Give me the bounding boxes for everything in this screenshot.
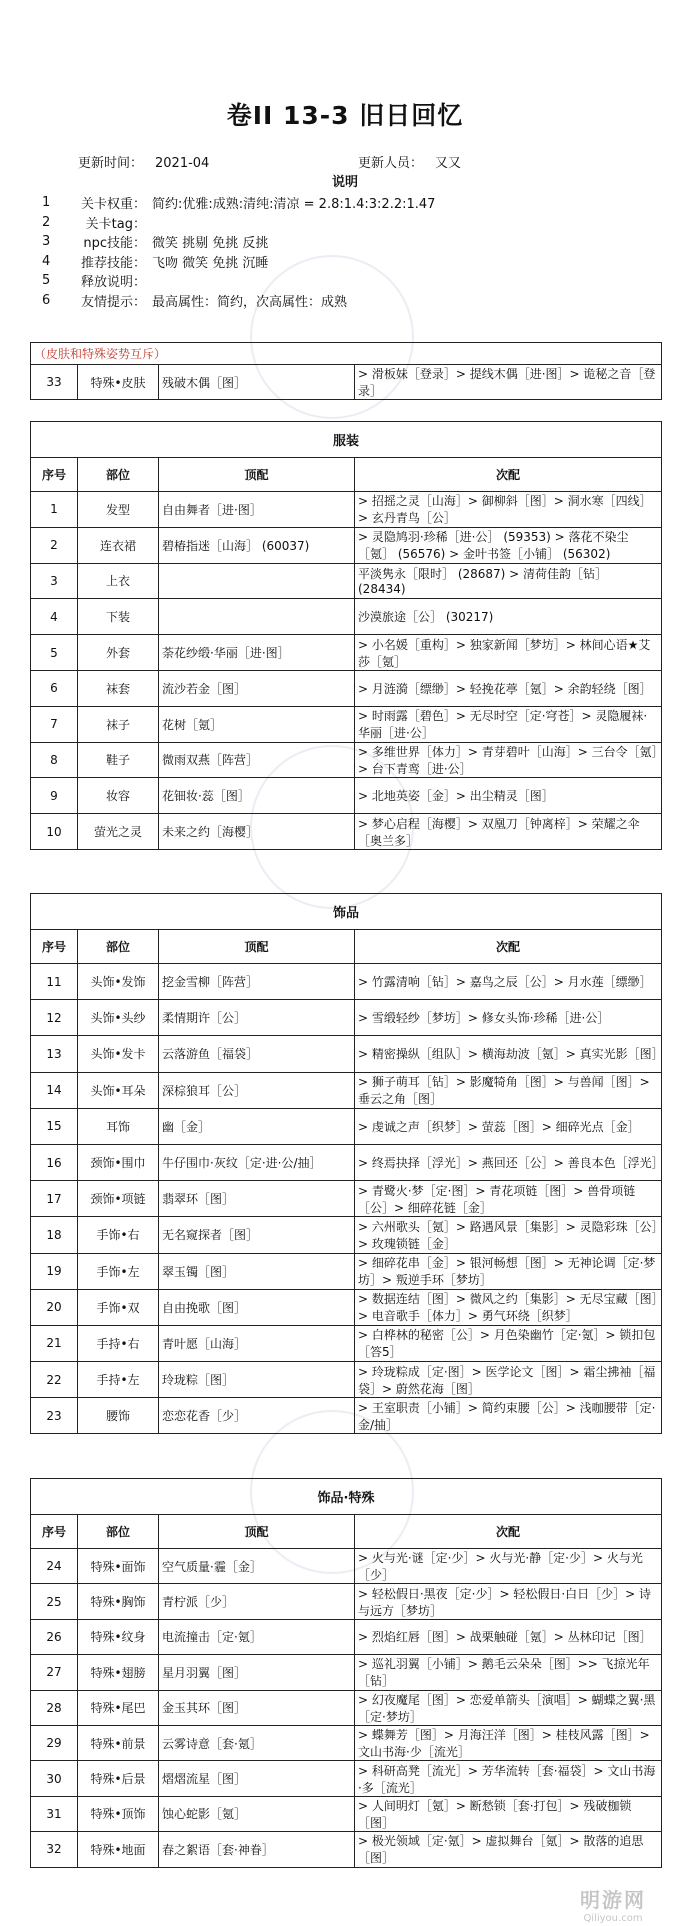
table-row [31, 1398, 662, 1434]
note-item [42, 232, 435, 252]
row-top-item: 微雨双燕［阵营］ [159, 742, 355, 778]
table-row [31, 1549, 662, 1584]
row-top-item: 流沙若金［图］ [159, 670, 355, 706]
table-row [31, 1217, 662, 1253]
notes-title: 说明 [331, 175, 358, 190]
site-url: Qiliyou.com [583, 1913, 643, 1924]
row-sub-items: > 烈焰红唇［图］> 战栗触碰［氪］> 丛林印记［图］ [355, 1619, 662, 1654]
row-top-item: 荼花纱缎·华丽［进·图］ [159, 635, 355, 671]
row-sub-items: > 灵隐鸠羽·珍稀［进·公］ (59353) > 落花不染尘［氪］ (56576) > 金叶书签［小铺］ (56302) [355, 527, 662, 563]
header-sub: 次配 [355, 1515, 662, 1549]
header-part: 部位 [78, 458, 159, 492]
row-part: 手饰•右 [78, 1217, 159, 1253]
header-no: 序号 [31, 1515, 78, 1549]
row-part: 发型 [78, 492, 159, 528]
notes-list [42, 193, 435, 310]
row-sub-items: > 极光领域［定·氪］> 虚拟舞台［氪］> 散落的追思［图］ [355, 1832, 662, 1867]
header-part: 部位 [78, 930, 159, 964]
row-number: 15 [31, 1108, 78, 1144]
row-top-item: 未来之约［海樱］ [159, 814, 355, 850]
row-part: 颈饰•围巾 [78, 1144, 159, 1180]
row-part: 手饰•双 [78, 1289, 159, 1325]
row-top-item: 星月羽翼［图］ [159, 1655, 355, 1690]
row-part: 袜子 [78, 706, 159, 742]
row-part: 鞋子 [78, 742, 159, 778]
row-number: 18 [31, 1217, 78, 1253]
note-item [42, 252, 435, 272]
table-row [31, 1144, 662, 1180]
row-part: 特殊•纹身 [78, 1619, 159, 1654]
row-number: 14 [31, 1072, 78, 1108]
row-number: 27 [31, 1655, 78, 1690]
table-row [31, 1108, 662, 1144]
row-sub-items: > 竹露清响［钻］> 嘉鸟之辰［公］> 月水莲［缥缈］ [355, 964, 662, 1000]
row-number: 30 [31, 1761, 78, 1796]
table-row [31, 563, 662, 599]
accessories-table [30, 893, 662, 1434]
row-number: 12 [31, 1000, 78, 1036]
row-top-item: 恋恋花香［少］ [159, 1398, 355, 1434]
row-sub-items: > 白桦林的秘密［公］> 月色染幽竹［定·氪］> 锁扣包［答5］ [355, 1325, 662, 1361]
row-number: 21 [31, 1325, 78, 1361]
row-top-item: 碧椿指迷［山海］ (60037) [159, 527, 355, 563]
page-title: 卷II 13-3 旧日回忆 [226, 101, 464, 130]
row-top-item: 自由挽歌［图］ [159, 1289, 355, 1325]
row-sub-items: > 滑板妹［登录］> 提线木偶［进·图］> 诡秘之音［登录］ [355, 365, 662, 400]
table-row [31, 1690, 662, 1725]
table-row [31, 365, 662, 400]
row-sub-items: > 火与光·谜［定·少］> 火与光·静［定·少］> 火与光［少］ [355, 1549, 662, 1584]
row-part: 头饰•发卡 [78, 1036, 159, 1072]
row-top-item: 花树［氪］ [159, 706, 355, 742]
skin-table [30, 342, 662, 400]
row-part: 妆容 [78, 778, 159, 814]
header-top: 顶配 [159, 1515, 355, 1549]
row-top-item: 春之絮语［套·神眷］ [159, 1832, 355, 1867]
row-top-item: 无名窥探者［图］ [159, 1217, 355, 1253]
row-sub-items: > 精密操纵［组队］> 横海劫波［氪］> 真实光影［图］ [355, 1036, 662, 1072]
table-row [31, 1655, 662, 1690]
note-number: 6 [42, 292, 51, 308]
accessories-title-row [31, 894, 662, 930]
special-table [30, 1478, 662, 1868]
row-part: 头饰•耳朵 [78, 1072, 159, 1108]
clothing-table [30, 421, 662, 850]
note-value: 微笑 挑剔 免挑 反挑 [152, 236, 269, 252]
row-top-item: 残破木偶［图］ [159, 365, 355, 400]
row-part: 萤光之灵 [78, 814, 159, 850]
note-key: 关卡权重： [80, 197, 146, 213]
table-row [31, 742, 662, 778]
table-row [31, 1761, 662, 1796]
row-part: 腰饰 [78, 1398, 159, 1434]
special-header-row [31, 1515, 662, 1549]
row-sub-items: > 时雨露［碧色］> 无尽时空［定·穹苍］> 灵隐履袜·华丽［进·公］ [355, 706, 662, 742]
note-number: 4 [42, 253, 51, 269]
row-number: 26 [31, 1619, 78, 1654]
row-number: 24 [31, 1549, 78, 1584]
row-sub-items: > 科研高凳［流光］> 芳华流转［套·福袋］> 文山书海·多［流光］ [355, 1761, 662, 1796]
row-sub-items: > 狮子萌耳［钻］> 影魔犄角［图］> 与兽闻［图］> 垂云之角［图］ [355, 1072, 662, 1108]
updater-label: 更新人员： [358, 156, 424, 171]
site-watermark [558, 1884, 668, 1924]
header-top: 顶配 [159, 458, 355, 492]
row-number: 17 [31, 1181, 78, 1217]
accessories-section-title: 饰品 [31, 894, 662, 930]
table-row [31, 1796, 662, 1831]
row-sub-items: > 玲珑粽成［定·图］> 医学论文［图］> 霜尘拂袖［福袋］> 蔚然花海［图］ [355, 1362, 662, 1398]
row-top-item [159, 563, 355, 599]
note-item [42, 271, 435, 291]
row-part: 特殊•尾巴 [78, 1690, 159, 1725]
note-item [42, 213, 435, 233]
skin-warning: （皮肤和特殊姿势互斥） [31, 343, 662, 365]
update-time-value: 2021-04 [155, 156, 210, 171]
row-number: 11 [31, 964, 78, 1000]
row-top-item: 柔情期许［公］ [159, 1000, 355, 1036]
row-part: 特殊•翅膀 [78, 1655, 159, 1690]
site-logo: 明游网 [580, 1888, 646, 1912]
clothing-title-row [31, 422, 662, 458]
updater-value: 又又 [435, 156, 462, 171]
row-number: 33 [31, 365, 78, 400]
updater [358, 152, 461, 171]
row-part: 特殊•前景 [78, 1725, 159, 1760]
row-part: 耳饰 [78, 1108, 159, 1144]
header-no: 序号 [31, 458, 78, 492]
table-row [31, 1072, 662, 1108]
row-number: 32 [31, 1832, 78, 1867]
row-part: 特殊•面饰 [78, 1549, 159, 1584]
row-sub-items: > 小名媛［重构］> 独家新闻［梦坊］> 林间心语★艾莎［氪］ [355, 635, 662, 671]
row-number: 16 [31, 1144, 78, 1180]
note-key: npc技能： [83, 236, 146, 252]
row-top-item: 电流撞击［定·氪］ [159, 1619, 355, 1654]
row-sub-items: > 王室职责［小铺］> 简约束腰［公］> 浅咖腰带［定·金/抽］ [355, 1398, 662, 1434]
row-number: 31 [31, 1796, 78, 1831]
row-number: 7 [31, 706, 78, 742]
row-part: 特殊•顶饰 [78, 1796, 159, 1831]
row-part: 特殊•皮肤 [78, 365, 159, 400]
row-number: 25 [31, 1584, 78, 1619]
table-row [31, 1832, 662, 1867]
clothing-header-row [31, 458, 662, 492]
row-part: 特殊•后景 [78, 1761, 159, 1796]
row-part: 手饰•左 [78, 1253, 159, 1289]
row-number: 3 [31, 563, 78, 599]
table-row [31, 706, 662, 742]
note-item [42, 193, 435, 213]
row-number: 6 [31, 670, 78, 706]
header-top: 顶配 [159, 930, 355, 964]
row-top-item: 幽［金］ [159, 1108, 355, 1144]
row-sub-items: > 巡礼羽翼［小铺］> 鹅毛云朵朵［图］>> 飞掠光年［钻］ [355, 1655, 662, 1690]
note-key: 友情提示： [80, 294, 146, 310]
header-sub: 次配 [355, 458, 662, 492]
row-part: 连衣裙 [78, 527, 159, 563]
row-sub-items: > 月涟漪［缥缈］> 轻挽花葶［氪］> 余韵轻绕［图］ [355, 670, 662, 706]
clothing-section-title: 服装 [31, 422, 662, 458]
row-part: 颈饰•项链 [78, 1181, 159, 1217]
row-sub-items: > 细碎花串［金］> 银河畅想［图］> 无神论调［定·梦坊］> 叛逆手环［梦坊］ [355, 1253, 662, 1289]
row-top-item: 云雾诗意［套·氪］ [159, 1725, 355, 1760]
row-top-item: 花钿妆·蕊［图］ [159, 778, 355, 814]
note-key: 关卡tag： [85, 216, 146, 232]
row-number: 10 [31, 814, 78, 850]
special-title-row [31, 1479, 662, 1515]
note-value: 简约:优雅:成熟:清纯:清凉 = 2.8:1.4:3:2.2:1.47 [152, 197, 436, 213]
row-sub-items: > 六州歌头［氪］> 路遇风景［集影］> 灵隐彩珠［公］> 玫瑰锁链［金］ [355, 1217, 662, 1253]
row-number: 20 [31, 1289, 78, 1325]
table-row [31, 1036, 662, 1072]
row-part: 特殊•地面 [78, 1832, 159, 1867]
row-top-item: 熠熠流星［图］ [159, 1761, 355, 1796]
row-top-item: 空气质量·霾［金］ [159, 1549, 355, 1584]
table-row [31, 1725, 662, 1760]
row-top-item: 金玉其环［图］ [159, 1690, 355, 1725]
row-number: 9 [31, 778, 78, 814]
table-row [31, 1362, 662, 1398]
table-row [31, 492, 662, 528]
row-top-item: 翡翠环［图］ [159, 1181, 355, 1217]
row-number: 13 [31, 1036, 78, 1072]
row-part: 下装 [78, 599, 159, 635]
row-number: 5 [31, 635, 78, 671]
row-top-item: 翠玉镯［图］ [159, 1253, 355, 1289]
header-part: 部位 [78, 1515, 159, 1549]
row-sub-items: 沙漠旅途［公］ (30217) [355, 599, 662, 635]
row-top-item: 蚀心蛇影［氪］ [159, 1796, 355, 1831]
note-key: 释放说明： [80, 275, 146, 291]
header-sub: 次配 [355, 930, 662, 964]
note-number: 1 [42, 195, 51, 211]
row-part: 上衣 [78, 563, 159, 599]
row-top-item: 玲珑粽［图］ [159, 1362, 355, 1398]
row-sub-items: > 梦心启程［海樱］> 双凰刀［钟离梓］> 荣耀之伞［奥兰多］ [355, 814, 662, 850]
table-row [31, 1584, 662, 1619]
row-top-item: 青叶愿［山海］ [159, 1325, 355, 1361]
row-number: 2 [31, 527, 78, 563]
update-time [78, 152, 209, 171]
table-row [31, 1000, 662, 1036]
row-number: 19 [31, 1253, 78, 1289]
row-sub-items: 平淡隽永［限时］ (28687) > 清荷佳韵［钻］ (28434) [355, 563, 662, 599]
row-number: 8 [31, 742, 78, 778]
row-sub-items: > 人间明灯［氪］> 断愁锁［套·打包］> 残破枷锁［图］ [355, 1796, 662, 1831]
table-row [31, 1181, 662, 1217]
table-row [31, 527, 662, 563]
row-sub-items: > 虔诚之声［织梦］> 萤蕊［图］> 细碎光点［金］ [355, 1108, 662, 1144]
note-number: 3 [42, 234, 51, 250]
row-number: 22 [31, 1362, 78, 1398]
note-value: 最高属性：简约，次高属性：成熟 [152, 294, 348, 310]
note-value: 飞吻 微笑 免挑 沉睡 [152, 255, 269, 271]
table-row [31, 1325, 662, 1361]
note-number: 2 [42, 214, 51, 230]
row-top-item: 云落游鱼［福袋］ [159, 1036, 355, 1072]
row-sub-items: > 招摇之灵［山海］> 御柳斜［图］> 洞水寒［四线］> 玄丹青鸟［公］ [355, 492, 662, 528]
update-time-label: 更新时间： [78, 156, 144, 171]
table-row [31, 1619, 662, 1654]
row-part: 特殊•胸饰 [78, 1584, 159, 1619]
row-number: 23 [31, 1398, 78, 1434]
row-top-item: 青柠派［少］ [159, 1584, 355, 1619]
table-row [31, 670, 662, 706]
special-section-title: 饰品·特殊 [31, 1479, 662, 1515]
row-part: 头饰•发饰 [78, 964, 159, 1000]
row-number: 28 [31, 1690, 78, 1725]
row-sub-items: > 轻松假日·黑夜［定·少］> 轻松假日·白日［少］> 诗与远方［梦坊］ [355, 1584, 662, 1619]
table-row [31, 635, 662, 671]
row-top-item [159, 599, 355, 635]
table-row [31, 814, 662, 850]
row-top-item: 挖金雪柳［阵营］ [159, 964, 355, 1000]
row-top-item: 牛仔围巾·灰纹［定·进·公/抽］ [159, 1144, 355, 1180]
table-row [31, 1289, 662, 1325]
row-top-item: 深棕狼耳［公］ [159, 1072, 355, 1108]
row-sub-items: > 青鹭火·梦［定·图］> 青花项链［图］> 兽骨项链［公］> 细碎花链［金］ [355, 1181, 662, 1217]
row-sub-items: > 雪缎轻纱［梦坊］> 修女头饰·珍稀［进·公］ [355, 1000, 662, 1036]
note-item [42, 291, 435, 311]
table-row [31, 599, 662, 635]
row-part: 手持•右 [78, 1325, 159, 1361]
table-row [31, 778, 662, 814]
row-sub-items: > 蝶舞芳［图］> 月海汪洋［图］> 桂枝风露［图］> 文山书海·少［流光］ [355, 1725, 662, 1760]
row-sub-items: > 幻夜魔尾［图］> 恋爱单箭头［演唱］> 蝴蝶之翼·黑［定·梦坊］ [355, 1690, 662, 1725]
note-key: 推荐技能： [80, 255, 146, 271]
row-number: 1 [31, 492, 78, 528]
row-number: 29 [31, 1725, 78, 1760]
row-top-item: 自由舞者［进·图］ [159, 492, 355, 528]
row-sub-items: > 多维世界［体力］> 青芽碧叶［山海］> 三台令［氪］> 台下青鸾［进·公］ [355, 742, 662, 778]
row-sub-items: > 北地英姿［金］> 出尘精灵［图］ [355, 778, 662, 814]
table-row [31, 1253, 662, 1289]
row-sub-items: > 数据连结［图］> 微风之约［集影］> 无尽宝藏［图］> 电音歌手［体力］> 勇气环绕［织梦］ [355, 1289, 662, 1325]
accessories-header-row [31, 930, 662, 964]
note-number: 5 [42, 273, 51, 289]
row-part: 外套 [78, 635, 159, 671]
row-part: 袜套 [78, 670, 159, 706]
header-no: 序号 [31, 930, 78, 964]
table-row [31, 964, 662, 1000]
skin-warning-row [31, 343, 662, 365]
row-sub-items: > 终焉抉择［浮光］> 燕回还［公］> 善良本色［浮光］ [355, 1144, 662, 1180]
row-number: 4 [31, 599, 78, 635]
row-part: 手持•左 [78, 1362, 159, 1398]
row-part: 头饰•头纱 [78, 1000, 159, 1036]
